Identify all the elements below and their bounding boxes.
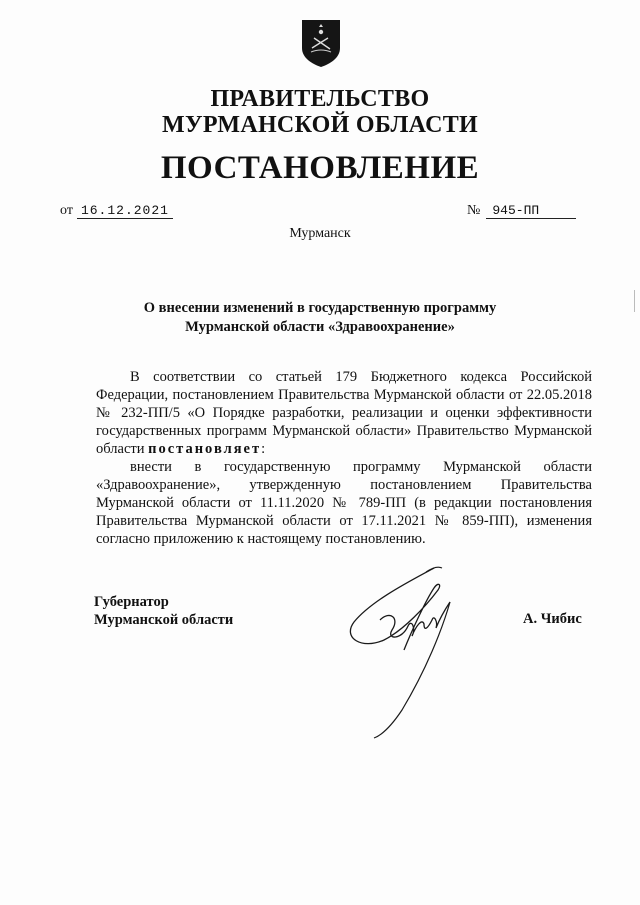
coat-of-arms-icon bbox=[298, 18, 344, 68]
city-name: Мурманск bbox=[289, 226, 351, 241]
margin-mark bbox=[632, 290, 638, 312]
document-type: ПОСТАНОВЛЕНИЕ bbox=[160, 150, 480, 186]
date-prefix: от bbox=[60, 203, 73, 218]
document-body bbox=[96, 368, 592, 548]
government-title bbox=[0, 86, 640, 138]
signatory-position bbox=[94, 593, 233, 629]
decree-colon: : bbox=[261, 441, 266, 457]
date-row bbox=[60, 203, 173, 219]
body-paragraph-1 bbox=[96, 368, 592, 458]
signatory-position-line1: Губернатор bbox=[94, 594, 169, 610]
number-row bbox=[467, 203, 576, 219]
handwritten-signature bbox=[342, 560, 482, 740]
body-paragraph-2: внести в государственную программу Мурманской области «Здравоохранение», утвержденную постановлением Правительства Мурманской области от 11.11.2020 № 789-ПП (в редакции постановления Правительства Мурманской области от 17.11.2021 № 859-ПП), изменения согласно приложению к настоящему постановлению. bbox=[96, 459, 592, 547]
subject-line1: О внесении изменений в государственную программу bbox=[143, 300, 497, 316]
subject-line2: Мурманской области «Здравоохранение» bbox=[185, 319, 455, 335]
document-number: 945-ПП bbox=[486, 203, 576, 219]
decree-word: постановляет bbox=[148, 441, 262, 457]
document-date: 16.12.2021 bbox=[77, 203, 173, 219]
signatory-name: А. Чибис bbox=[523, 611, 582, 627]
body-paragraph-1-text: В соответствии со статьей 179 Бюджетного кодекса Российской Федерации, постановлением Правительства Мурманской области от 22.05.2018 № 232-ПП/5 «О Порядке разработки, реализации и оценки эффективности государственных программ Мурманской области» Правительство Мурманской области bbox=[96, 369, 592, 457]
government-title-line2: МУРМАНСКОЙ ОБЛАСТИ bbox=[162, 112, 478, 138]
document-subject bbox=[100, 299, 540, 337]
number-prefix: № bbox=[467, 203, 481, 218]
signatory-position-line2: Мурманской области bbox=[94, 612, 234, 628]
government-title-line1: ПРАВИТЕЛЬСТВО bbox=[210, 86, 430, 112]
